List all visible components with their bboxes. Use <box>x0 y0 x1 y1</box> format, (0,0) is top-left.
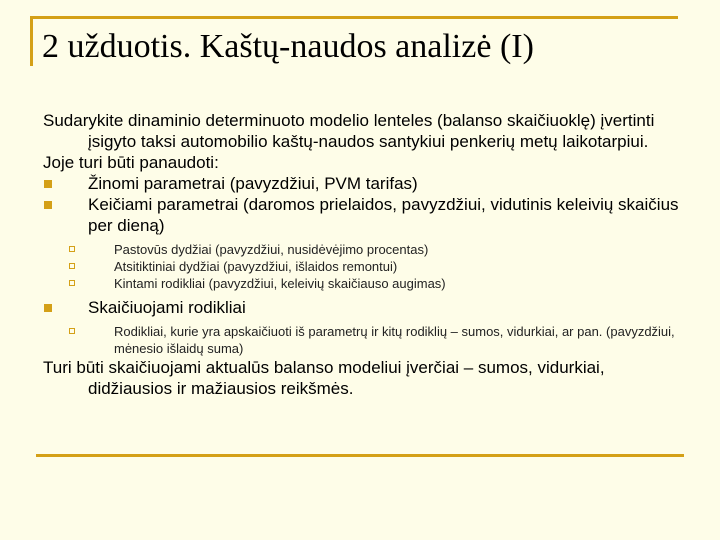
list-item <box>43 194 683 236</box>
closing-paragraph: Turi būti skaičiuojami aktualūs balanso modeliui įverčiai – sumos, vidurkiai, didžiausios ir mažiausios reikšmės. <box>43 358 605 398</box>
sub-list-item <box>43 323 683 357</box>
sub-list-item <box>43 275 683 292</box>
hollow-square-bullet-icon <box>69 263 75 269</box>
sub-list-item-text: Pastovūs dydžiai (pavyzdžiui, nusidėvėjimo procentas) <box>114 242 429 257</box>
hollow-square-bullet-icon <box>69 280 75 286</box>
slide-title: 2 užduotis. Kaštų-naudos analizė (I) <box>42 28 534 65</box>
intro-paragraph: Sudarykite dinaminio determinuoto modelio lenteles (balanso skaičiuoklę) įvertinti įsigyto taksi automobilio kaštų-naudos santykiui penkerių metų laikotarpiui. <box>43 111 655 151</box>
square-bullet-icon <box>44 304 52 312</box>
square-bullet-icon <box>44 180 52 188</box>
sub-list-item-text: Kintami rodikliai (pavyzdžiui, keleivių skaičiauso augimas) <box>114 276 446 291</box>
frame-left-line <box>30 16 33 66</box>
list-item-text: Keičiami parametrai (daromos prielaidos, pavyzdžiui, vidutinis keleivių skaičius per dieną) <box>88 195 679 235</box>
list-item-text: Žinomi parametrai (pavyzdžiui, PVM tarifas) <box>88 174 418 193</box>
lead-line: Joje turi būti panaudoti: <box>43 153 219 172</box>
square-bullet-icon <box>44 201 52 209</box>
frame-bottom-line <box>36 454 684 457</box>
list-item <box>43 297 683 318</box>
list-item-text: Skaičiuojami rodikliai <box>88 298 246 317</box>
sub-list-item-text: Atsitiktiniai dydžiai (pavyzdžiui, išlaidos remontui) <box>114 259 398 274</box>
sub-list-item <box>43 258 683 275</box>
list-item <box>43 173 683 194</box>
sub-list-item-text: Rodikliai, kurie yra apskaičiuoti iš parametrų ir kitų rodiklių – sumos, vidurkiai, ar pan. (pavyzdžiui, mėnesio išlaidų suma) <box>114 324 675 356</box>
hollow-square-bullet-icon <box>69 328 75 334</box>
sub-list-item <box>43 241 683 258</box>
slide-body <box>43 110 683 399</box>
hollow-square-bullet-icon <box>69 246 75 252</box>
frame-top-line <box>30 16 678 19</box>
